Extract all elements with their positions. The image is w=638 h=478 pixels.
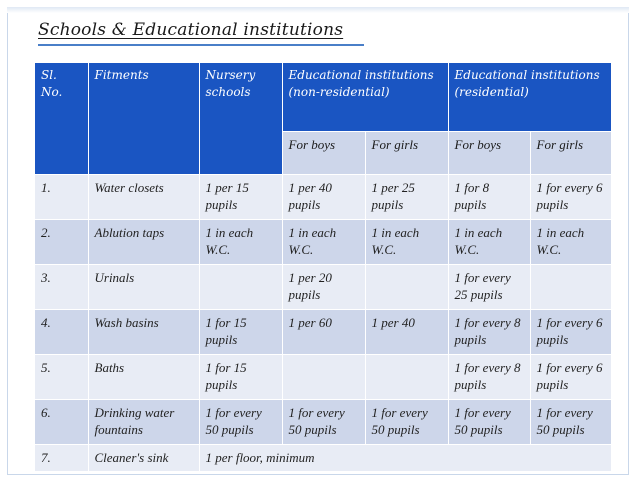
row-r-boys: 1 in each W.C.	[448, 219, 530, 264]
slide-top-band	[7, 7, 629, 13]
row-fitment: Cleaner's sink	[88, 444, 199, 471]
row-number: 2.	[35, 219, 88, 264]
row-nr-girls	[365, 354, 448, 399]
row-fitment: Ablution taps	[88, 219, 199, 264]
header-row	[35, 63, 611, 131]
row-r-girls: 1 for every 6 pupils	[530, 309, 611, 354]
row-nr-boys: 1 in each W.C.	[282, 219, 365, 264]
table-row	[35, 174, 611, 219]
fitments-table	[35, 63, 612, 472]
table-row	[35, 264, 611, 309]
row-number: 6.	[35, 399, 88, 444]
row-fitment: Drinking water fountains	[88, 399, 199, 444]
table-row	[35, 444, 611, 471]
header-fitments: Fitments	[88, 63, 199, 174]
subheader-nr-girls: For girls	[365, 131, 448, 174]
row-nr-girls: 1 per 25 pupils	[365, 174, 448, 219]
subheader-r-girls: For girls	[530, 131, 611, 174]
row-r-girls: 1 for every 50 pupils	[530, 399, 611, 444]
row-fitment: Urinals	[88, 264, 199, 309]
table-row	[35, 354, 611, 399]
row-nr-boys	[282, 354, 365, 399]
subheader-r-boys: For boys	[448, 131, 530, 174]
row-nursery: 1 for 15 pupils	[199, 354, 282, 399]
row-nr-boys: 1 per 20 pupils	[282, 264, 365, 309]
row-number: 1.	[35, 174, 88, 219]
table-row	[35, 309, 611, 354]
header-sl-no: Sl. No.	[35, 63, 88, 174]
row-r-girls: 1 in each W.C.	[530, 219, 611, 264]
row-r-boys: 1 for every 50 pupils	[448, 399, 530, 444]
slide-title: Schools & Educational institutions	[38, 20, 344, 40]
row-nr-girls: 1 per 40	[365, 309, 448, 354]
row-nr-boys: 1 per 40 pupils	[282, 174, 365, 219]
row-nursery: 1 in each W.C.	[199, 219, 282, 264]
row-number: 4.	[35, 309, 88, 354]
row-nr-boys: 1 per 60	[282, 309, 365, 354]
row-nr-girls: 1 in each W.C.	[365, 219, 448, 264]
row-r-boys: 1 for every 8 pupils	[448, 309, 530, 354]
table-row	[35, 399, 611, 444]
row-r-girls: 1 for every 6 pupils	[530, 174, 611, 219]
row-nursery-span: 1 per floor, minimum	[199, 444, 611, 471]
title-underline	[38, 44, 364, 46]
row-nr-girls: 1 for every 50 pupils	[365, 399, 448, 444]
row-number: 5.	[35, 354, 88, 399]
row-number: 3.	[35, 264, 88, 309]
row-r-boys: 1 for 8 pupils	[448, 174, 530, 219]
header-non-residential: Educational institutions (non-residential)	[282, 63, 448, 131]
row-nr-girls	[365, 264, 448, 309]
row-nursery: 1 per 15 pupils	[199, 174, 282, 219]
row-r-girls	[530, 264, 611, 309]
header-residential: Educational institutions (residential)	[448, 63, 611, 131]
row-r-girls: 1 for every 6 pupils	[530, 354, 611, 399]
row-r-boys: 1 for every 25 pupils	[448, 264, 530, 309]
row-nursery	[199, 264, 282, 309]
row-nursery: 1 for every 50 pupils	[199, 399, 282, 444]
table-row	[35, 219, 611, 264]
row-number: 7.	[35, 444, 88, 471]
row-fitment: Water closets	[88, 174, 199, 219]
subheader-nr-boys: For boys	[282, 131, 365, 174]
row-nr-boys: 1 for every 50 pupils	[282, 399, 365, 444]
row-fitment: Baths	[88, 354, 199, 399]
row-nursery: 1 for 15 pupils	[199, 309, 282, 354]
row-fitment: Wash basins	[88, 309, 199, 354]
header-nursery: Nursery schools	[199, 63, 282, 174]
row-r-boys: 1 for every 8 pupils	[448, 354, 530, 399]
